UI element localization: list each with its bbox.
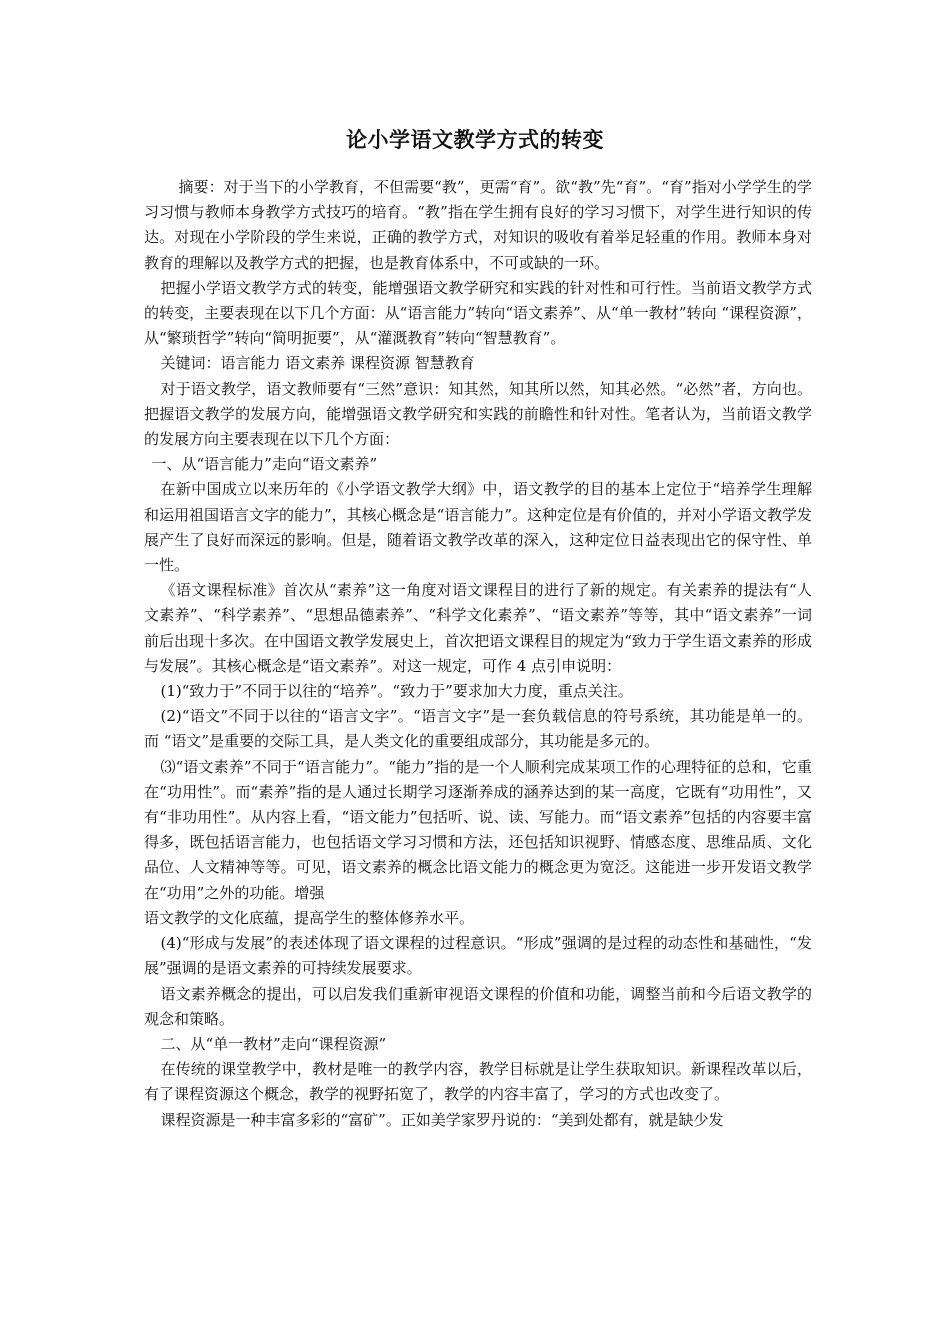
document-body <box>144 175 812 1133</box>
keywords-line: 关键词：语言能力 语文素养 课程资源 智慧教育 <box>160 354 475 373</box>
abstract-paragraph: 摘要：对于当下的小学教育，不但需要“教”，更需“育”。欲“教”先“育”。“育”指对小学学生的学习习惯与教师本身教学方式技巧的培育。“教”指在学生拥有良好的学习习惯下，对学生进行知识的传达。对现在小学阶段的学生来说，正确的教学方式，对知识的吸收有着举足轻重的作用。教师本身对教育的理解以及教学方式的把握，也是教育体系中，不可或缺的一环。 <box>144 178 812 272</box>
list-item: ⑶“语文素养”不同于“语言能力”。“能力”指的是一个人顺利完成某项工作的心理特征的总和，它重在“功用性”。而“素养”指的是人通过长期学习逐渐养成的涵养达到的某一高度，它既有“功用性”，又有“非功用性”。从内容上看，“语文能力”包括听、说、读、写能力。而“语文素养”包括的内容要丰富得多，既包括语言能力，也包括语文学习习惯和方法，还包括知识视野、情感态度、思维品质、文化品位、人文精神等等。可见，语文素养的概念比语文能力的概念更为宽泛。这能进一步开发语文教学在“功用”之外的功能。增强 <box>144 757 812 902</box>
list-item: (4)“形成与发展”的表述体现了语文课程的过程意识。“形成”强调的是过程的动态性和基础性，“发展”强调的是语文素养的可持续发展要求。 <box>144 934 812 978</box>
body-paragraph: 在新中国成立以来历年的《小学语文教学大纲》中，语文教学的目的基本上定位于“培养学生理解和运用祖国语言文字的能力”，其核心概念是“语言能力”。这种定位是有价值的，并对小学语文教学发展产生了良好而深远的影响。但是，随着语文教学改革的深入，这种定位日益表现出它的保守性、单一性。 <box>144 480 813 575</box>
body-paragraph: 对于语文教学，语文教师要有“三然”意识：知其然，知其所以然，知其必然。“必然”者，方向也。把握语文教学的发展方向，能增强语文教学研究和实践的前瞻性和针对性。笔者认为，当前语文教学的发展方向主要表现在以下几个方面： <box>144 379 812 449</box>
section-heading: 一、从“语言能力”走向“语文素养” <box>151 455 378 474</box>
body-paragraph: 语文素养概念的提出，可以启发我们重新审视语文课程的价值和功能，调整当前和今后语文教学的观念和策略。 <box>144 984 812 1028</box>
body-paragraph: 在传统的课堂教学中，教材是唯一的教学内容，教学目标就是让学生获取知识。新课程改革以后，有了课程资源这个概念，教学的视野拓宽了，教学的内容丰富了，学习的方式也改变了。 <box>144 1060 812 1104</box>
body-paragraph: 《语文课程标准》首次从“素养”这一角度对语文课程目的进行了新的规定。有关素养的提法有“人文素养”、“科学素养”、“思想品德素养”、“科学文化素养”、“语文素养”等等，其中“语文素养”一词前后出现十多次。在中国语文教学发展史上，首次把语文课程目的规定为“致力于学生语文素养的形成与发展”。其核心概念是“语文素养”。对这一规定，可作 4 点引申说明： <box>144 581 812 675</box>
body-paragraph: 语文教学的文化底蕴，提高学生的整体修养水平。 <box>144 908 475 927</box>
document-title: 论小学语文教学方式的转变 <box>346 127 604 152</box>
list-item: (1)“致力于”不同于以往的“培养”。“致力于”要求加大力度，重点关注。 <box>160 682 633 701</box>
body-paragraph: 把握小学语文教学方式的转变，能增强语文教学研究和实践的针对性和可行性。当前语文教学方式的转变，主要表现在以下几个方面：从“语言能力”转向“语文素养”、从“单一教材”转向 “课程资源”，从“繁琐哲学”转向“简明扼要”，从“灌溉教育”转向“智慧教育”。 <box>144 278 812 348</box>
section-heading: 二、从“单一教材”走向“课程资源” <box>160 1034 387 1053</box>
body-paragraph: 课程资源是一种丰富多彩的“富矿”。正如美学家罗丹说的：“美到处都有，就是缺少发 <box>160 1110 724 1129</box>
list-item: (2)“语文”不同于以往的“语言文字”。“语言文字”是一套负载信息的符号系统，其功能是单一的。而 “语文”是重要的交际工具，是人类文化的重要组成部分，其功能是多元的。 <box>144 707 812 751</box>
